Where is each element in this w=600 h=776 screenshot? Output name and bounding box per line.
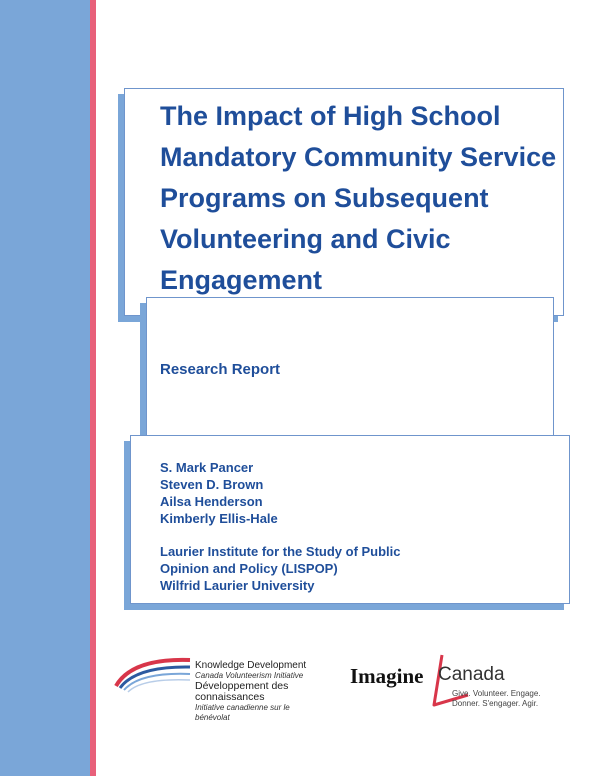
author-list [160,459,278,527]
author-name: Kimberly Ellis-Hale [160,511,278,526]
institute-line: Laurier Institute for the Study of Public [160,544,401,559]
imagine-wordmark: Imagine [350,664,424,688]
kd-french-title: Développement des connaissances [195,680,289,703]
knowledge-development-logo [112,650,312,722]
author-name: Steven D. Brown [160,477,264,492]
institute-line: Wilfrid Laurier University [160,578,315,593]
author-name: S. Mark Pancer [160,460,254,475]
imagine-canada-tagline-french: Donner. S'engager. Agir. [452,699,539,708]
left-color-band [0,0,90,776]
institute-line: Opinion and Policy (LISPOP) [160,561,338,576]
kd-english-subtitle: Canada Volunteerism Initiative [195,671,304,680]
imagine-canada-logo [350,650,570,710]
title-box [124,88,564,316]
canada-wordmark: Canada [438,664,505,685]
authors-box [130,435,570,604]
knowledge-development-swoosh-icon [112,650,192,700]
report-type-label: Research Report [160,361,281,378]
report-title: The Impact of High School Mandatory Community Service Programs on Subsequent Volunteering and Civic Engagement [160,101,557,295]
kd-english-title: Knowledge Development [195,660,307,671]
author-name: Ailsa Henderson [160,494,263,509]
report-type-box [146,297,554,444]
imagine-canada-tagline-english: Give. Volunteer. Engage. [452,689,541,698]
knowledge-development-text [195,660,325,723]
kd-french-subtitle: Initiative canadienne sur le bénévolat [195,703,290,722]
institute-affiliation [160,543,401,594]
pink-stripe [90,0,96,776]
